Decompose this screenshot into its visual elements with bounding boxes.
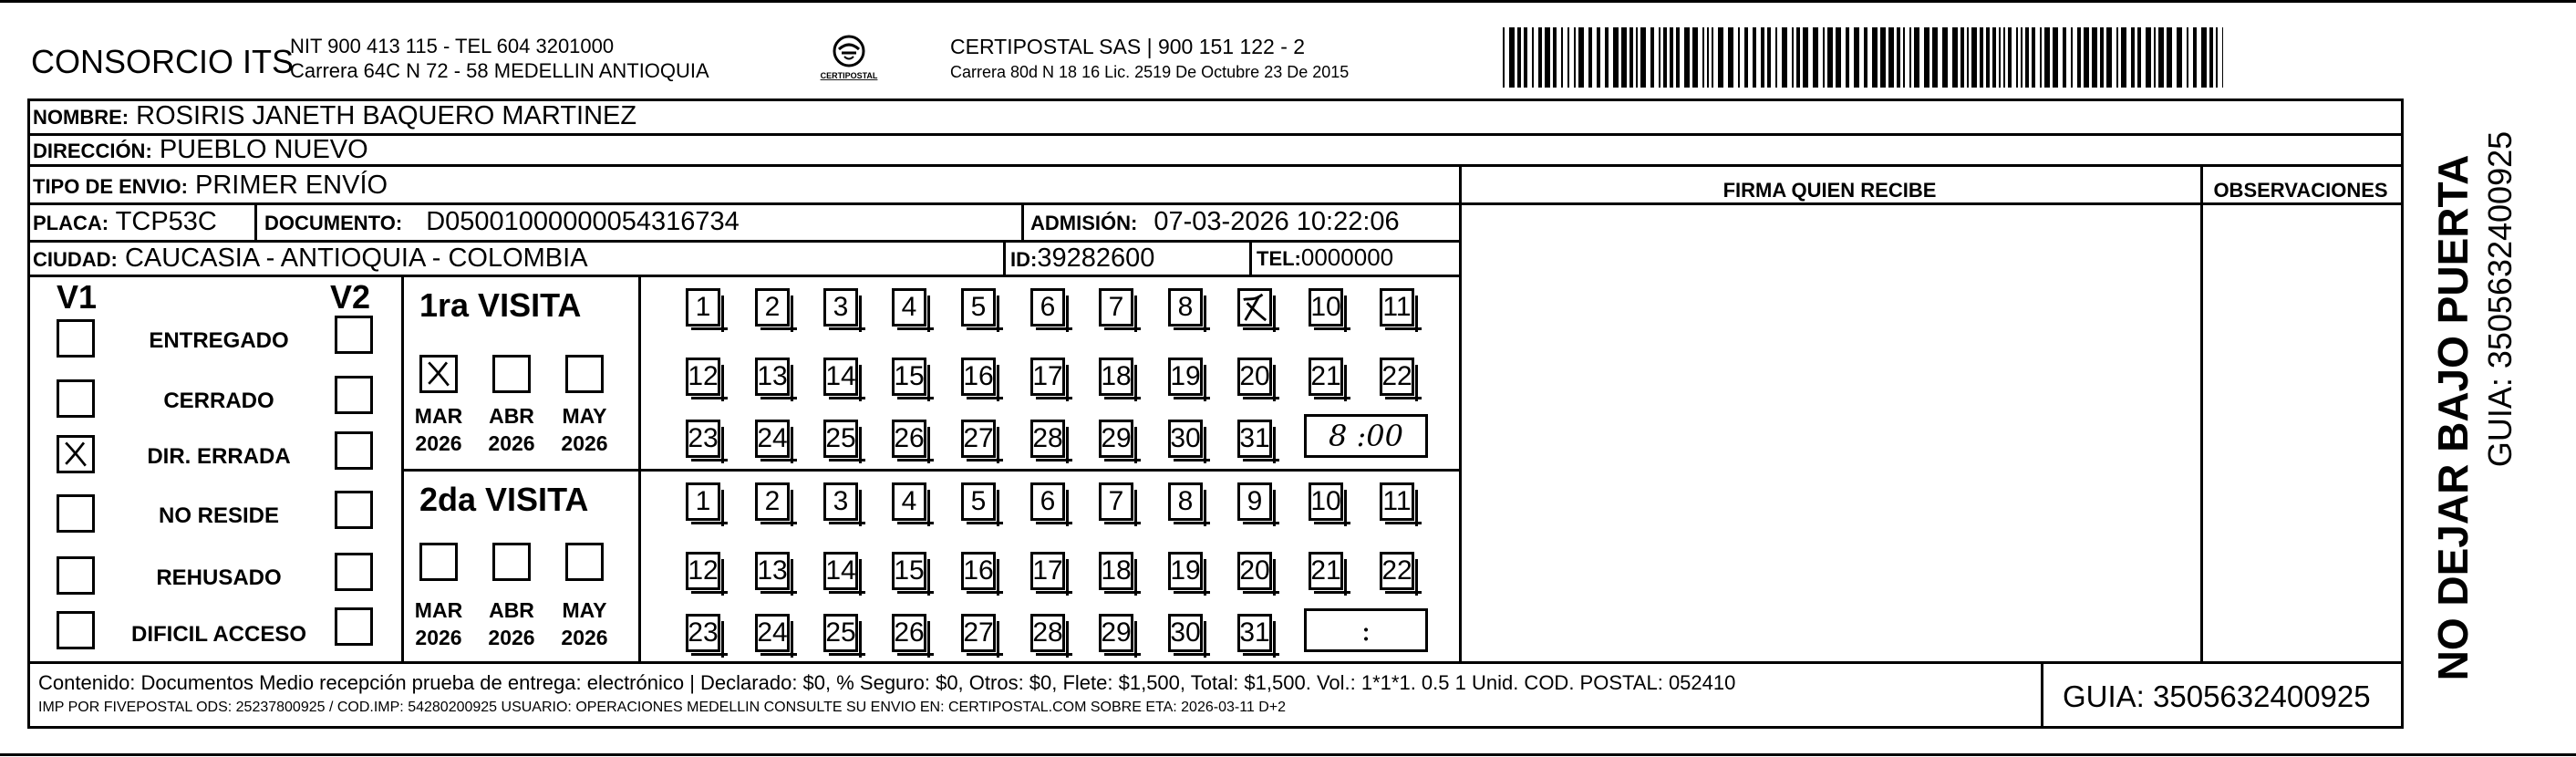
day-checkbox[interactable]: 2 <box>755 482 790 521</box>
day-checkbox[interactable]: 8 <box>1168 482 1203 521</box>
barcode-graphic <box>1503 27 2225 88</box>
barcode-bar <box>1761 27 1764 88</box>
day-checkbox[interactable]: 27 <box>961 614 996 652</box>
barcode-bar <box>2040 27 2042 88</box>
tel-label: TEL: <box>1257 247 1301 270</box>
barcode-bar <box>2025 27 2029 88</box>
row-line-1 <box>27 133 2403 136</box>
row-line-2 <box>27 164 2403 167</box>
day-checkbox[interactable]: 12 <box>686 358 720 396</box>
day-checkbox[interactable]: 3 <box>823 288 858 327</box>
barcode-bar <box>1967 27 1969 88</box>
day-checkbox[interactable]: 24 <box>755 420 790 458</box>
barcode-bar <box>1692 27 1698 88</box>
barcode-bar <box>1538 27 1542 88</box>
month-checkbox[interactable] <box>419 543 458 581</box>
barcode-bar <box>2137 27 2141 88</box>
signature-header: FIRMA QUIEN RECIBE <box>1723 179 1937 202</box>
barcode-bar <box>2071 27 2073 88</box>
company-nit: NIT 900 413 115 - TEL 604 3201000 <box>290 35 615 57</box>
day-checkbox[interactable]: 5 <box>961 482 996 521</box>
day-checkbox[interactable]: 10 <box>1309 288 1343 327</box>
status-option-label: DIR. ERRADA <box>147 444 291 469</box>
visit-time-field[interactable] <box>1304 608 1428 652</box>
day-checkbox[interactable]: 22 <box>1380 358 1414 396</box>
day-checkbox[interactable]: 23 <box>686 420 720 458</box>
barcode-bar <box>1640 27 1646 88</box>
name-row <box>33 103 636 130</box>
day-checkbox[interactable]: 9 <box>1237 482 1272 521</box>
barcode-bar <box>1567 27 1569 88</box>
id-value: 39282600 <box>1037 244 1155 273</box>
footer-top-line <box>27 661 2403 664</box>
company-name: CONSORCIO ITS <box>31 43 295 80</box>
day-checkbox[interactable]: 19 <box>1168 552 1203 590</box>
barcode-bar <box>1903 27 1905 88</box>
shipment-type: PRIMER ENVÍO <box>194 171 388 200</box>
svg-text:CERTIPOSTAL: CERTIPOSTAL <box>820 71 878 80</box>
barcode <box>1503 27 2225 88</box>
barcode-bar <box>2201 27 2207 88</box>
barcode-bar <box>2146 27 2151 88</box>
barcode-bar <box>2222 27 2223 88</box>
v1-checkbox[interactable] <box>57 556 95 595</box>
form-right-line <box>2401 99 2404 728</box>
day-checkbox[interactable]: 19 <box>1168 358 1203 396</box>
v1-checkbox[interactable] <box>57 379 95 418</box>
barcode-bar <box>1702 27 1704 88</box>
barcode-bar <box>1738 27 1740 88</box>
day-checkbox[interactable]: 16 <box>961 358 996 396</box>
day-checkbox[interactable]: 13 <box>755 552 790 590</box>
day-checkbox[interactable]: 21 <box>1309 358 1343 396</box>
year-label: 2026 <box>561 431 608 455</box>
month-label: ABR <box>489 404 534 428</box>
barcode-bar <box>1775 27 1777 88</box>
barcode-bar <box>1803 27 1808 88</box>
tel-row <box>1257 245 1393 269</box>
barcode-bar <box>1897 27 1900 88</box>
row-line-4 <box>27 240 1459 243</box>
status-option-label: ENTREGADO <box>149 328 289 353</box>
day-checkbox[interactable]: 28 <box>1030 420 1065 458</box>
day-checkbox[interactable]: 26 <box>892 420 926 458</box>
day-checkbox[interactable]: 31 <box>1237 614 1272 652</box>
barcode-bar <box>1707 27 1709 88</box>
day-checkbox[interactable]: 29 <box>1099 614 1133 652</box>
barcode-bar <box>1792 27 1794 88</box>
visit-time-value: : <box>1360 613 1371 648</box>
month-checkbox[interactable] <box>492 543 531 581</box>
barcode-bar <box>1574 27 1576 88</box>
certipostal-logo-icon <box>817 31 881 88</box>
barcode-bar <box>1659 27 1660 88</box>
day-checkbox[interactable]: 25 <box>823 614 858 652</box>
day-checkbox[interactable]: 4 <box>892 288 926 327</box>
row-line-3 <box>27 202 1459 205</box>
carrier-name: CERTIPOSTAL SAS | 900 151 122 - 2 <box>950 35 1306 58</box>
barcode-bar <box>2209 27 2213 88</box>
side-guia: GUIA: 3505632400925 <box>2481 130 2519 468</box>
v1-checkbox[interactable] <box>57 319 95 358</box>
day-checkbox[interactable]: 26 <box>892 614 926 652</box>
day-checkbox[interactable]: 11 <box>1380 288 1414 327</box>
v2-label: V2 <box>330 278 371 316</box>
barcode-bar <box>1578 27 1584 88</box>
barcode-bar <box>2044 27 2050 88</box>
barcode-bar <box>1986 27 1990 88</box>
signature-left-line <box>1459 164 1462 662</box>
admission-row <box>1030 209 1400 235</box>
barcode-bar <box>2063 27 2066 88</box>
carrier-address: Carrera 80d N 18 16 Lic. 2519 De Octubre 23 De 2015 <box>950 63 1350 81</box>
barcode-bar <box>1932 27 1938 88</box>
barcode-bar <box>1888 27 1894 88</box>
footer-guia-separator <box>2041 661 2043 727</box>
barcode-bar <box>2121 27 2126 88</box>
barcode-bar <box>2216 27 2218 88</box>
id-row <box>1010 245 1154 272</box>
observations-left-line <box>2200 164 2203 662</box>
barcode-bar <box>1952 27 1958 88</box>
barcode-bar <box>1636 27 1638 88</box>
v2-checkbox[interactable] <box>335 431 373 470</box>
barcode-bar <box>1712 27 1713 88</box>
day-checkbox[interactable]: 30 <box>1168 614 1203 652</box>
day-checkbox[interactable]: 17 <box>1030 552 1065 590</box>
day-checkbox[interactable]: 15 <box>892 358 926 396</box>
barcode-bar <box>1629 27 1633 88</box>
address-label: DIRECCIÓN: <box>33 140 152 162</box>
row-line-5 <box>27 275 1459 277</box>
day-checkbox[interactable]: 1 <box>686 482 720 521</box>
status-option-label: CERRADO <box>163 389 274 413</box>
barcode-bar <box>2167 27 2172 88</box>
company-address: Carrera 64C N 72 - 58 MEDELLIN ANTIOQUIA <box>290 59 709 82</box>
barcode-bar <box>2092 27 2097 88</box>
v1-checkbox[interactable] <box>57 494 95 533</box>
barcode-bar <box>2187 27 2188 88</box>
day-checkbox[interactable]: 23 <box>686 614 720 652</box>
day-checkbox[interactable]: 24 <box>755 614 790 652</box>
city-value: CAUCASIA - ANTIOQUIA - COLOMBIA <box>124 244 588 273</box>
visit-title: 1ra VISITA <box>419 286 582 324</box>
visit-title: 2da VISITA <box>419 481 589 518</box>
barcode-bar <box>2008 27 2012 88</box>
status-option-label: DIFICIL ACCESO <box>130 622 306 647</box>
barcode-bar <box>1753 27 1756 88</box>
barcode-bar <box>1854 27 1859 88</box>
day-checkbox[interactable]: 17 <box>1030 358 1065 396</box>
shipment-type-row <box>33 172 388 199</box>
barcode-bar <box>1718 27 1723 88</box>
year-label: 2026 <box>561 626 608 649</box>
day-checkbox[interactable]: 4 <box>892 482 926 521</box>
city-row <box>33 245 588 272</box>
day-checkbox[interactable]: 2 <box>755 288 790 327</box>
barcode-bar <box>1836 27 1841 88</box>
barcode-bar <box>1971 27 1977 88</box>
day-checkbox[interactable]: 30 <box>1168 420 1203 458</box>
day-checkbox[interactable]: 18 <box>1099 358 1133 396</box>
document-label: DOCUMENTO: <box>264 212 403 234</box>
barcode-bar <box>2177 27 2182 88</box>
form-bottom-line <box>27 726 2404 729</box>
day-checkbox[interactable]: 28 <box>1030 614 1065 652</box>
barcode-bar <box>2158 27 2164 88</box>
barcode-bar <box>1744 27 1748 88</box>
plate-row <box>33 209 217 235</box>
barcode-bar <box>1813 27 1818 88</box>
month-checkbox[interactable] <box>419 355 458 393</box>
day-checkbox[interactable]: 3 <box>823 482 858 521</box>
barcode-bar <box>1509 27 1515 88</box>
tel-separator <box>1249 240 1252 276</box>
page-top-border <box>0 0 2576 3</box>
day-checkbox[interactable]: 6 <box>1030 482 1065 521</box>
admission-separator <box>1021 202 1024 241</box>
barcode-bar <box>1999 27 2001 88</box>
form-left-line <box>27 99 30 728</box>
day-checkbox[interactable]: 13 <box>755 358 790 396</box>
day-checkbox[interactable]: 25 <box>823 420 858 458</box>
day-checkbox[interactable]: 15 <box>892 552 926 590</box>
barcode-bar <box>1942 27 1948 88</box>
barcode-bar <box>1605 27 1609 88</box>
day-checkbox[interactable]: 7 <box>1099 288 1133 327</box>
barcode-bar <box>1684 27 1690 88</box>
day-checkbox[interactable]: 10 <box>1309 482 1343 521</box>
year-label: 2026 <box>415 431 462 455</box>
city-label: CIUDAD: <box>33 248 118 271</box>
day-checkbox[interactable]: 22 <box>1380 552 1414 590</box>
day-checkbox[interactable]: 8 <box>1168 288 1203 327</box>
barcode-bar <box>2131 27 2135 88</box>
barcode-bar <box>1597 27 1600 88</box>
admission-label: ADMISIÓN: <box>1030 212 1138 234</box>
month-label: MAY <box>562 598 607 622</box>
barcode-bar <box>1864 27 1867 88</box>
barcode-bar <box>2003 27 2005 88</box>
barcode-bar <box>1880 27 1886 88</box>
barcode-bar <box>2154 27 2156 88</box>
day-checkbox[interactable]: 20 <box>1237 358 1272 396</box>
v2-checkbox[interactable] <box>335 553 373 591</box>
day-checkbox[interactable]: 16 <box>961 552 996 590</box>
barcode-bar <box>1909 27 1911 88</box>
month-checkbox[interactable] <box>565 355 604 393</box>
barcode-bar <box>1670 27 1673 88</box>
v1-checkbox[interactable] <box>57 611 95 649</box>
observations-header: OBSERVACIONES <box>2213 179 2388 202</box>
day-checkbox[interactable]: 6 <box>1030 288 1065 327</box>
plate-separator <box>254 202 257 241</box>
barcode-bar <box>1561 27 1563 88</box>
shipment-type-label: TIPO DE ENVIO: <box>33 175 188 198</box>
barcode-bar <box>1846 27 1849 88</box>
month-label: MAR <box>414 404 463 428</box>
barcode-bar <box>2016 27 2018 88</box>
barcode-bar <box>2116 27 2118 88</box>
day-checkbox[interactable]: 31 <box>1237 420 1272 458</box>
v1-checkbox[interactable] <box>57 435 95 473</box>
barcode-bar <box>1823 27 1825 88</box>
check-mark-icon <box>422 358 455 390</box>
barcode-bar <box>2106 27 2112 88</box>
day-checkbox[interactable]: 12 <box>686 552 720 590</box>
day-checkbox[interactable]: 11 <box>1380 482 1414 521</box>
day-checkbox[interactable]: 5 <box>961 288 996 327</box>
recipient-name: ROSIRIS JANETH BAQUERO MARTINEZ <box>136 101 637 130</box>
barcode-bar <box>1676 27 1680 88</box>
day-checkbox[interactable]: 18 <box>1099 552 1133 590</box>
document-row <box>264 209 740 235</box>
status-option-label: REHUSADO <box>156 565 282 590</box>
visit-time-field[interactable] <box>1304 414 1428 458</box>
status-option-label: NO RESIDE <box>158 503 280 528</box>
name-label: NOMBRE: <box>33 106 129 129</box>
barcode-bar <box>1588 27 1592 88</box>
v2-checkbox[interactable] <box>335 376 373 414</box>
admission-value: 07-03-2026 10:22:06 <box>1154 207 1400 236</box>
v2-checkbox[interactable] <box>335 607 373 646</box>
plate-value: TCP53C <box>115 207 217 236</box>
side-warning: NO DEJAR BAJO PUERTA <box>2429 154 2477 681</box>
barcode-bar <box>2084 27 2089 88</box>
day-checkbox[interactable]: 20 <box>1237 552 1272 590</box>
barcode-bar <box>1924 27 1929 88</box>
page-bottom-border <box>0 753 2576 756</box>
v2-checkbox[interactable] <box>335 491 373 529</box>
month-label: ABR <box>489 598 534 622</box>
barcode-bar <box>1553 27 1557 88</box>
barcode-bar <box>1796 27 1800 88</box>
barcode-bar <box>2100 27 2104 88</box>
visit-time-value: 8 :00 <box>1328 419 1404 453</box>
v2-checkbox[interactable] <box>335 316 373 354</box>
day-checkbox[interactable]: 21 <box>1309 552 1343 590</box>
barcode-bar <box>2032 27 2035 88</box>
month-label: MAY <box>562 404 607 428</box>
certipostal-logo <box>817 31 881 88</box>
barcode-bar <box>1524 27 1527 88</box>
tel-value: 0000000 <box>1300 244 1394 271</box>
barcode-bar <box>1621 27 1627 88</box>
visits-divider <box>401 469 1459 472</box>
plate-label: PLACA: <box>33 212 109 234</box>
barcode-bar <box>2077 27 2081 88</box>
id-label: ID: <box>1010 248 1038 271</box>
barcode-bar <box>1872 27 1878 88</box>
month-label: MAR <box>414 598 463 622</box>
year-label: 2026 <box>488 431 535 455</box>
footer-guia: GUIA: 3505632400925 <box>2063 679 2371 713</box>
check-mark-icon <box>59 438 92 471</box>
month-checkbox[interactable] <box>492 355 531 393</box>
day-checkbox[interactable]: 14 <box>823 552 858 590</box>
v1-label: V1 <box>57 278 98 316</box>
document-value: D05001000000054316734 <box>426 207 740 236</box>
id-separator <box>1003 240 1006 276</box>
barcode-bar <box>1532 27 1534 88</box>
barcode-bar <box>1728 27 1733 88</box>
barcode-bar <box>1663 27 1667 88</box>
footer-imp: IMP POR FIVEPOSTAL ODS: 25237800925 / COD.IMP: 54280200925 USUARIO: OPERACIONES MEDELLIN CONSULTE SU ENVIO EN: CERTIPOSTAL.COM SOBRE ETA: 2026-03-11 D+2 <box>38 700 1287 715</box>
recipient-address: PUEBLO NUEVO <box>159 135 368 164</box>
address-row <box>33 137 368 163</box>
day-checkbox[interactable]: 7 <box>1099 482 1133 521</box>
barcode-bar <box>1503 27 1505 88</box>
barcode-bar <box>1517 27 1521 88</box>
barcode-bar <box>1613 27 1619 88</box>
barcode-bar <box>2021 27 2023 88</box>
barcode-bar <box>1992 27 1996 88</box>
day-checkbox[interactable]: 1 <box>686 288 720 327</box>
barcode-bar <box>1545 27 1550 88</box>
year-label: 2026 <box>415 626 462 649</box>
signature-header-line <box>1459 202 2403 205</box>
day-check-mark-icon <box>1240 290 1269 325</box>
barcode-bar <box>2193 27 2197 88</box>
barcode-bar <box>1767 27 1771 88</box>
day-checkbox[interactable]: 27 <box>961 420 996 458</box>
year-label: 2026 <box>488 626 535 649</box>
day-checkbox[interactable]: 14 <box>823 358 858 396</box>
barcode-bar <box>1827 27 1833 88</box>
day-checkbox[interactable] <box>1237 288 1272 327</box>
barcode-bar <box>1914 27 1919 88</box>
day-checkbox[interactable]: 29 <box>1099 420 1133 458</box>
barcode-bar <box>1960 27 1964 88</box>
month-checkbox[interactable] <box>565 543 604 581</box>
barcode-bar <box>2053 27 2058 88</box>
barcode-bar <box>1650 27 1654 88</box>
barcode-bar <box>1782 27 1787 88</box>
footer-content: Contenido: Documentos Medio recepción prueba de entrega: electrónico | Declarado: $0, % Seguro: $0, Otros: $0, Flete: $1,500, Total: $1,500. Vol.: 1*1*1. 0.5 1 Unid. COD. POSTAL: 052410 <box>38 671 1736 694</box>
barcode-bar <box>1980 27 1983 88</box>
